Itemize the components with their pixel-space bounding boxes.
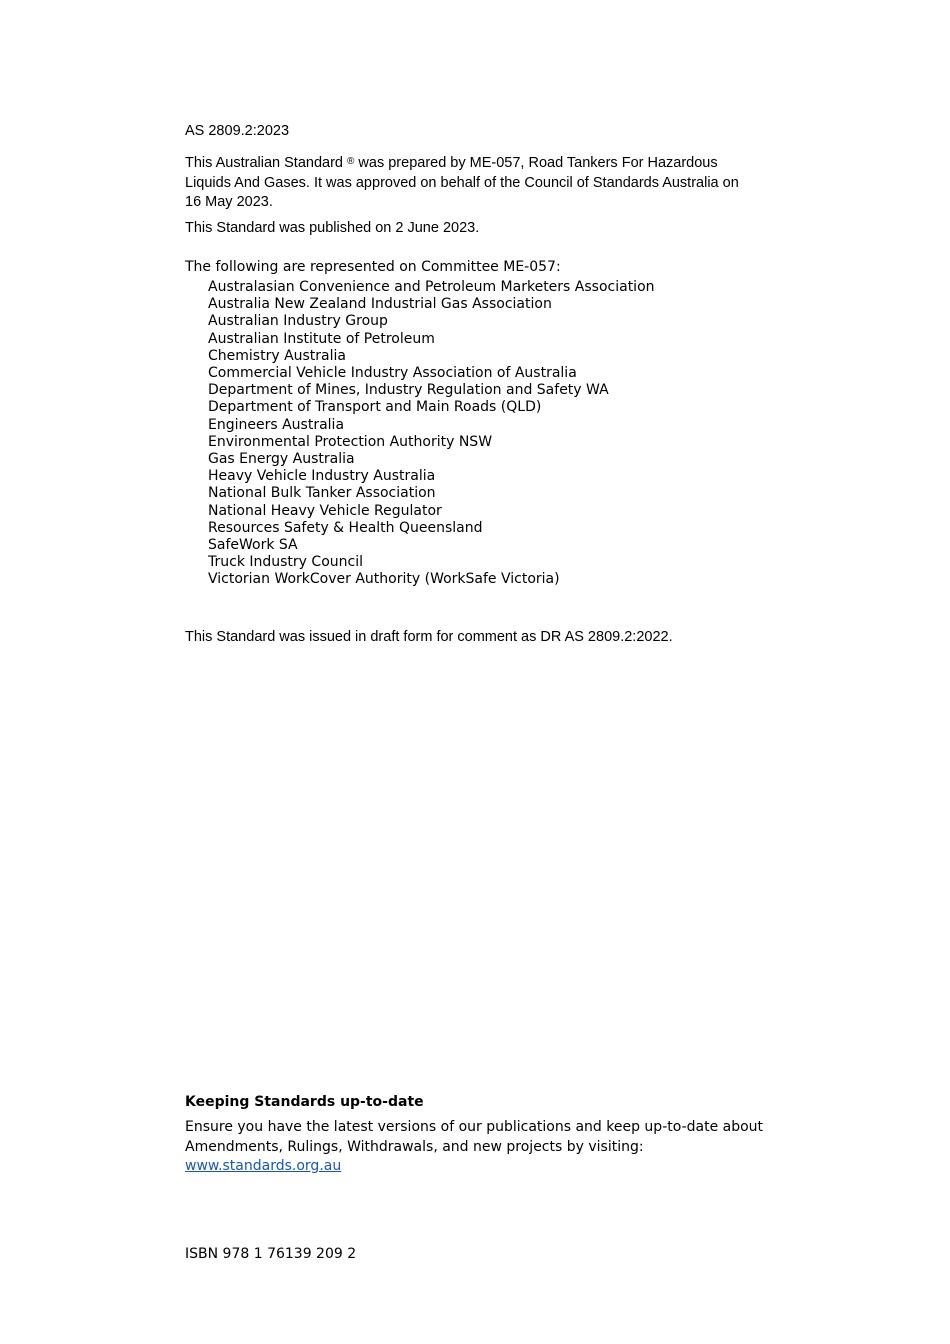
draft-note: This Standard was issued in draft form for comment as DR AS 2809.2:2022. — [185, 629, 673, 645]
committee-member: Gas Energy Australia — [208, 451, 355, 468]
committee-member: Environmental Protection Authority NSW — [208, 433, 493, 450]
committee-member: National Heavy Vehicle Regulator — [208, 502, 442, 519]
committee-member-list — [208, 279, 655, 589]
committee-member: Australia New Zealand Industrial Gas Association — [208, 296, 552, 313]
committee-member: National Bulk Tanker Association — [208, 485, 436, 502]
committee-member: Engineers Australia — [208, 416, 345, 433]
keeping-up-to-date-body — [185, 1118, 765, 1177]
published-date: This Standard was published on 2 June 2023. — [185, 220, 480, 236]
committee-member: Department of Transport and Main Roads (QLD) — [208, 399, 542, 416]
committee-member: Department of Mines, Industry Regulation and Safety WA — [208, 382, 609, 399]
keeping-up-to-date-text: Ensure you have the latest versions of our publications and keep up-to-date about Amendments, Rulings, Withdrawals, and new projects by visiting: — [185, 1119, 764, 1155]
registered-mark: ® — [347, 156, 355, 167]
committee-member: Australasian Convenience and Petroleum Marketers Association — [208, 279, 655, 295]
intro-paragraph — [185, 154, 745, 213]
intro-text-end: was prepared by ME-057, Road Tankers For Hazardous Liquids And Gases. It was approved on behalf of the Council of Standards Australia on 16 May 2023. — [185, 155, 739, 210]
committee-member: Heavy Vehicle Industry Australia — [208, 468, 436, 485]
committee-member: Victorian WorkCover Authority (WorkSafe Victoria) — [208, 571, 560, 588]
standards-website-link[interactable]: www.standards.org.au — [185, 1158, 342, 1174]
committee-member: Australian Industry Group — [208, 313, 388, 330]
committee-member: Commercial Vehicle Industry Association of Australia — [208, 365, 577, 382]
committee-member: Chemistry Australia — [208, 347, 346, 364]
committee-member: Resources Safety & Health Queensland — [208, 519, 483, 536]
committee-member: Truck Industry Council — [208, 554, 363, 571]
committee-member: Australian Institute of Petroleum — [208, 330, 435, 347]
keeping-up-to-date-title: Keeping Standards up-to-date — [185, 1094, 424, 1110]
document-id: AS 2809.2:2023 — [185, 123, 290, 139]
committee-member: SafeWork SA — [208, 537, 298, 554]
committee-heading: The following are represented on Committee ME-057: — [185, 259, 561, 275]
intro-text-start: This Australian Standard — [185, 155, 348, 171]
isbn: ISBN 978 1 76139 209 2 — [185, 1246, 357, 1262]
